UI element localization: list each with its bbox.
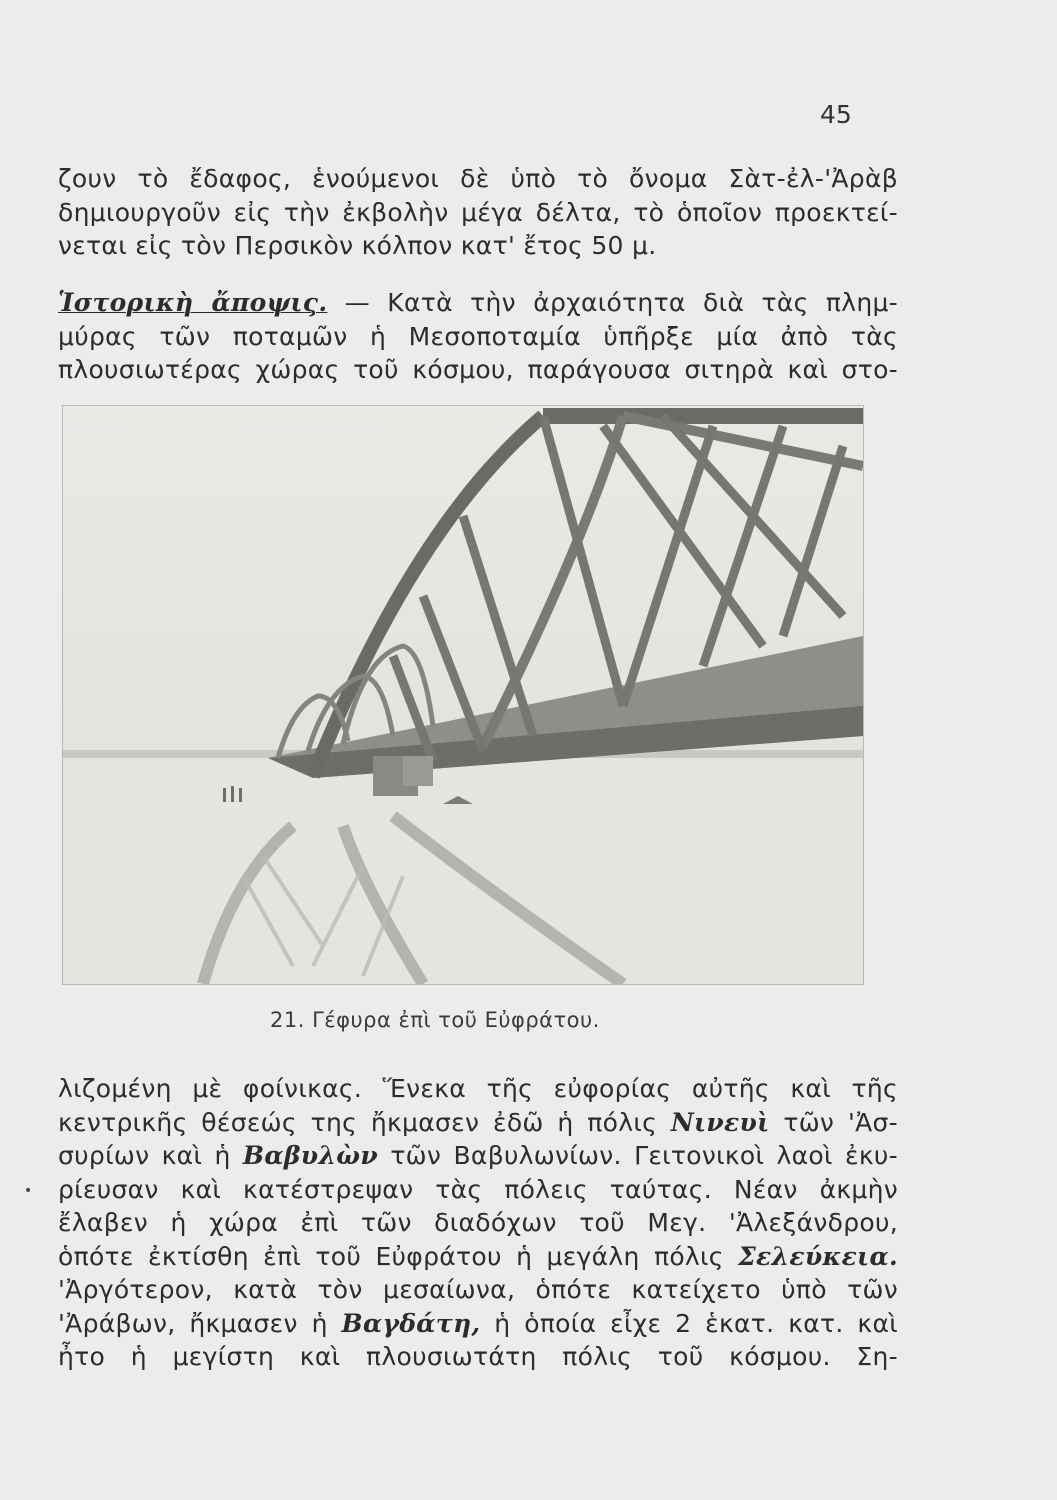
page-number: 45	[820, 100, 852, 129]
text-line: ρίευσαν καὶ κατέστρεψαν τὰς πόλεις ταύτας. Νέαν ἀκμὴν	[58, 1174, 898, 1204]
margin-dot: •	[24, 1183, 33, 1199]
text-line: μύρας τῶν ποταμῶν ἡ Μεσοποταμία ὑπῆρξε μία ἀπὸ τὰς	[58, 321, 898, 351]
text-fragment: ἡ ὁποία εἶχε 2 ἑκατ. κατ. καὶ	[480, 1308, 899, 1338]
city-name-babylon: Βαβυλὼν	[242, 1141, 379, 1170]
text-line	[58, 1139, 898, 1173]
figure-caption: 21. Γέφυρα ἐπὶ τοῦ Εὐφράτου.	[270, 1008, 600, 1032]
text-line: νεται εἰς τὸν Περσικὸν κόλπον κατ' ἔτος 50 μ.	[58, 231, 657, 260]
text-line: ζουν τὸ ἔδαφος, ἑνούμενοι δὲ ὑπὸ τὸ ὄνομα Σὰτ-ἐλ-'Ἀρὰβ	[58, 164, 898, 193]
text-fragment: — Κατὰ τὴν ἀρχαιότητα διὰ τὰς πλημ-	[344, 288, 898, 317]
text-line	[58, 286, 898, 320]
bridge-illustration	[63, 406, 863, 984]
text-fragment: συρίων καὶ ἡ	[58, 1141, 243, 1170]
text-line: πλουσιωτέρας χώρας τοῦ κόσμου, παράγουσα σιτηρὰ καὶ στο-	[58, 355, 898, 384]
paragraph-2	[58, 286, 898, 387]
text-fragment: 'Ἀράβων, ἤκμασεν ἡ	[58, 1308, 342, 1338]
bridge-photograph	[62, 405, 864, 985]
city-name-baghdad: Βαγδάτη,	[341, 1308, 481, 1338]
text-fragment: ὁπότε ἐκτίσθη ἐπὶ τοῦ Εὐφράτου ἡ μεγάλη πόλις	[58, 1241, 739, 1271]
paragraph-3	[58, 1072, 898, 1374]
text-line: δημιουργοῦν εἰς τὴν ἐκβολὴν μέγα δέλτα, τὸ ὁποῖον προεκτεί-	[58, 197, 898, 227]
paragraph-1	[58, 162, 898, 263]
text-fragment: τῶν Βαβυλωνίων. Γειτονικοὶ λαοὶ ἐκυ-	[378, 1141, 898, 1170]
text-fragment: κεντρικῆς θέσεώς της ἤκμασεν ἐδῶ ἡ πόλις	[58, 1107, 671, 1137]
text-line	[58, 1106, 898, 1140]
city-name-seleucia: Σελεύκεια.	[738, 1241, 898, 1271]
text-fragment: τῶν 'Ἀσ-	[769, 1107, 898, 1137]
text-line: ἔλαβεν ἡ χώρα ἐπὶ τῶν διαδόχων τοῦ Μεγ. 'Ἀλεξάνδρου,	[58, 1208, 898, 1237]
text-line	[58, 1307, 898, 1341]
city-name-nineveh: Νινευὶ	[670, 1107, 770, 1137]
section-heading: Ἱστορικὴ ἄποψις.	[58, 288, 328, 317]
text-line: ἦτο ἡ μεγίστη καὶ πλουσιωτάτη πόλις τοῦ κόσμου. Ση-	[58, 1342, 898, 1371]
text-line: λιζομένη μὲ φοίνικας. Ἕνεκα τῆς εὐφορίας αὐτῆς καὶ τῆς	[58, 1074, 898, 1103]
text-line: 'Ἀργότερον, κατὰ τὸν μεσαίωνα, ὁπότε κατείχετο ὑπὸ τῶν	[58, 1275, 898, 1304]
text-line	[58, 1240, 898, 1274]
